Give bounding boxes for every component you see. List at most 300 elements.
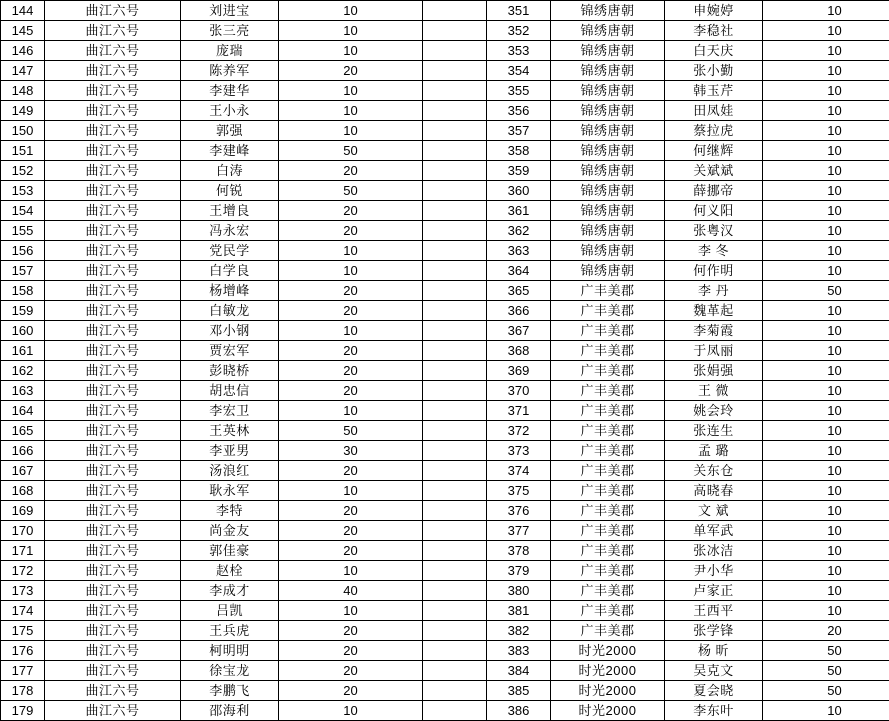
cell-blank-left xyxy=(423,661,487,681)
cell-community-left: 曲江六号 xyxy=(45,121,181,141)
cell-index-right: 370 xyxy=(487,381,551,401)
cell-blank-left xyxy=(423,121,487,141)
cell-amount-left: 40 xyxy=(279,581,423,601)
cell-person-left: 刘进宝 xyxy=(181,1,279,21)
cell-amount-right: 10 xyxy=(763,441,889,461)
cell-blank-left xyxy=(423,201,487,221)
table-row xyxy=(1,481,889,501)
cell-amount-left: 10 xyxy=(279,601,423,621)
cell-person-right: 关斌斌 xyxy=(665,161,763,181)
cell-amount-right: 10 xyxy=(763,81,889,101)
cell-amount-right: 10 xyxy=(763,561,889,581)
cell-amount-right: 10 xyxy=(763,601,889,621)
table-row xyxy=(1,201,889,221)
cell-person-right: 何作明 xyxy=(665,261,763,281)
cell-index-right: 381 xyxy=(487,601,551,621)
cell-community-left: 曲江六号 xyxy=(45,561,181,581)
cell-index-left: 152 xyxy=(1,161,45,181)
cell-person-right: 张学锋 xyxy=(665,621,763,641)
cell-index-left: 148 xyxy=(1,81,45,101)
cell-blank-left xyxy=(423,501,487,521)
cell-amount-right: 10 xyxy=(763,381,889,401)
cell-amount-left: 20 xyxy=(279,361,423,381)
cell-amount-left: 20 xyxy=(279,301,423,321)
cell-person-right: 夏会晓 xyxy=(665,681,763,701)
cell-person-left: 吕凯 xyxy=(181,601,279,621)
cell-community-left: 曲江六号 xyxy=(45,541,181,561)
cell-blank-left xyxy=(423,261,487,281)
cell-person-left: 李建峰 xyxy=(181,141,279,161)
cell-person-left: 赵栓 xyxy=(181,561,279,581)
cell-person-left: 杨增峰 xyxy=(181,281,279,301)
cell-community-left: 曲江六号 xyxy=(45,421,181,441)
cell-blank-left xyxy=(423,641,487,661)
table-row xyxy=(1,141,889,161)
cell-index-left: 156 xyxy=(1,241,45,261)
cell-blank-left xyxy=(423,601,487,621)
cell-community-left: 曲江六号 xyxy=(45,221,181,241)
cell-index-left: 175 xyxy=(1,621,45,641)
cell-person-left: 汤浪红 xyxy=(181,461,279,481)
cell-community-left: 曲江六号 xyxy=(45,141,181,161)
cell-community-left: 曲江六号 xyxy=(45,681,181,701)
cell-person-right: 李 冬 xyxy=(665,241,763,261)
cell-index-right: 362 xyxy=(487,221,551,241)
cell-community-left: 曲江六号 xyxy=(45,61,181,81)
cell-community-right: 广丰美郡 xyxy=(551,561,665,581)
cell-person-left: 王英林 xyxy=(181,421,279,441)
cell-person-right: 张小勤 xyxy=(665,61,763,81)
table-row xyxy=(1,41,889,61)
cell-index-left: 159 xyxy=(1,301,45,321)
cell-community-left: 曲江六号 xyxy=(45,701,181,721)
table-row xyxy=(1,121,889,141)
cell-amount-left: 10 xyxy=(279,101,423,121)
table-row xyxy=(1,561,889,581)
cell-amount-right: 10 xyxy=(763,141,889,161)
cell-amount-left: 50 xyxy=(279,421,423,441)
cell-blank-left xyxy=(423,421,487,441)
cell-person-right: 于凤丽 xyxy=(665,341,763,361)
cell-amount-right: 10 xyxy=(763,101,889,121)
cell-community-left: 曲江六号 xyxy=(45,21,181,41)
cell-community-right: 广丰美郡 xyxy=(551,341,665,361)
cell-index-right: 384 xyxy=(487,661,551,681)
cell-person-right: 张冰洁 xyxy=(665,541,763,561)
cell-community-right: 锦绣唐朝 xyxy=(551,121,665,141)
cell-blank-left xyxy=(423,21,487,41)
cell-index-right: 358 xyxy=(487,141,551,161)
cell-community-left: 曲江六号 xyxy=(45,521,181,541)
cell-blank-left xyxy=(423,561,487,581)
cell-blank-left xyxy=(423,621,487,641)
cell-index-right: 386 xyxy=(487,701,551,721)
cell-index-right: 383 xyxy=(487,641,551,661)
cell-index-left: 153 xyxy=(1,181,45,201)
cell-community-right: 锦绣唐朝 xyxy=(551,81,665,101)
cell-community-right: 时光2000 xyxy=(551,641,665,661)
cell-blank-left xyxy=(423,541,487,561)
cell-community-left: 曲江六号 xyxy=(45,481,181,501)
cell-community-right: 锦绣唐朝 xyxy=(551,61,665,81)
cell-index-right: 361 xyxy=(487,201,551,221)
cell-blank-left xyxy=(423,41,487,61)
cell-community-left: 曲江六号 xyxy=(45,441,181,461)
cell-community-left: 曲江六号 xyxy=(45,281,181,301)
cell-index-left: 168 xyxy=(1,481,45,501)
cell-amount-right: 50 xyxy=(763,661,889,681)
cell-person-right: 单军武 xyxy=(665,521,763,541)
cell-blank-left xyxy=(423,321,487,341)
cell-index-left: 170 xyxy=(1,521,45,541)
cell-person-right: 张连生 xyxy=(665,421,763,441)
cell-amount-left: 10 xyxy=(279,21,423,41)
cell-amount-right: 10 xyxy=(763,301,889,321)
cell-person-right: 魏革起 xyxy=(665,301,763,321)
cell-person-left: 王兵虎 xyxy=(181,621,279,641)
cell-blank-left xyxy=(423,681,487,701)
cell-person-left: 李鹏飞 xyxy=(181,681,279,701)
table-row xyxy=(1,241,889,261)
cell-amount-right: 10 xyxy=(763,361,889,381)
cell-index-left: 169 xyxy=(1,501,45,521)
cell-index-left: 178 xyxy=(1,681,45,701)
cell-person-right: 李稳社 xyxy=(665,21,763,41)
cell-community-right: 锦绣唐朝 xyxy=(551,41,665,61)
cell-amount-right: 10 xyxy=(763,541,889,561)
cell-index-left: 163 xyxy=(1,381,45,401)
cell-person-left: 尚金友 xyxy=(181,521,279,541)
cell-amount-right: 10 xyxy=(763,321,889,341)
cell-amount-left: 10 xyxy=(279,1,423,21)
cell-index-left: 177 xyxy=(1,661,45,681)
cell-index-left: 166 xyxy=(1,441,45,461)
cell-index-left: 174 xyxy=(1,601,45,621)
cell-amount-left: 50 xyxy=(279,141,423,161)
cell-blank-left xyxy=(423,281,487,301)
cell-amount-left: 20 xyxy=(279,381,423,401)
cell-amount-left: 20 xyxy=(279,281,423,301)
cell-amount-right: 10 xyxy=(763,521,889,541)
cell-community-right: 广丰美郡 xyxy=(551,521,665,541)
cell-community-left: 曲江六号 xyxy=(45,341,181,361)
cell-amount-right: 10 xyxy=(763,261,889,281)
cell-amount-left: 10 xyxy=(279,481,423,501)
cell-index-left: 157 xyxy=(1,261,45,281)
table-row xyxy=(1,1,889,21)
cell-person-right: 尹小华 xyxy=(665,561,763,581)
cell-community-right: 广丰美郡 xyxy=(551,501,665,521)
cell-community-left: 曲江六号 xyxy=(45,581,181,601)
table-row xyxy=(1,301,889,321)
cell-amount-left: 50 xyxy=(279,181,423,201)
cell-community-left: 曲江六号 xyxy=(45,41,181,61)
cell-person-right: 孟 璐 xyxy=(665,441,763,461)
cell-community-right: 广丰美郡 xyxy=(551,481,665,501)
cell-index-right: 352 xyxy=(487,21,551,41)
cell-person-left: 白学良 xyxy=(181,261,279,281)
cell-amount-left: 20 xyxy=(279,661,423,681)
cell-person-left: 贾宏军 xyxy=(181,341,279,361)
cell-blank-left xyxy=(423,381,487,401)
cell-index-left: 155 xyxy=(1,221,45,241)
cell-community-left: 曲江六号 xyxy=(45,661,181,681)
table-row xyxy=(1,221,889,241)
cell-community-right: 广丰美郡 xyxy=(551,601,665,621)
cell-index-left: 150 xyxy=(1,121,45,141)
cell-community-left: 曲江六号 xyxy=(45,201,181,221)
cell-amount-right: 10 xyxy=(763,501,889,521)
cell-community-right: 锦绣唐朝 xyxy=(551,101,665,121)
cell-index-right: 354 xyxy=(487,61,551,81)
cell-index-left: 167 xyxy=(1,461,45,481)
table-row xyxy=(1,621,889,641)
cell-amount-left: 10 xyxy=(279,81,423,101)
cell-community-right: 广丰美郡 xyxy=(551,461,665,481)
cell-community-right: 锦绣唐朝 xyxy=(551,161,665,181)
cell-amount-left: 10 xyxy=(279,401,423,421)
cell-community-left: 曲江六号 xyxy=(45,601,181,621)
cell-community-right: 广丰美郡 xyxy=(551,581,665,601)
cell-amount-right: 10 xyxy=(763,341,889,361)
cell-index-left: 144 xyxy=(1,1,45,21)
cell-person-right: 薛挪帝 xyxy=(665,181,763,201)
cell-amount-right: 10 xyxy=(763,701,889,721)
table-row xyxy=(1,381,889,401)
cell-amount-right: 10 xyxy=(763,421,889,441)
cell-blank-left xyxy=(423,341,487,361)
cell-index-right: 378 xyxy=(487,541,551,561)
cell-person-left: 李宏卫 xyxy=(181,401,279,421)
cell-amount-right: 10 xyxy=(763,461,889,481)
cell-index-left: 165 xyxy=(1,421,45,441)
cell-index-right: 366 xyxy=(487,301,551,321)
cell-amount-right: 10 xyxy=(763,201,889,221)
cell-community-left: 曲江六号 xyxy=(45,1,181,21)
cell-amount-left: 20 xyxy=(279,621,423,641)
cell-person-right: 姚会玲 xyxy=(665,401,763,421)
cell-community-right: 锦绣唐朝 xyxy=(551,1,665,21)
cell-index-right: 385 xyxy=(487,681,551,701)
cell-index-right: 380 xyxy=(487,581,551,601)
cell-amount-right: 10 xyxy=(763,481,889,501)
table-row xyxy=(1,281,889,301)
cell-community-right: 广丰美郡 xyxy=(551,301,665,321)
cell-index-left: 162 xyxy=(1,361,45,381)
table-row xyxy=(1,341,889,361)
cell-community-left: 曲江六号 xyxy=(45,101,181,121)
cell-community-left: 曲江六号 xyxy=(45,401,181,421)
cell-blank-left xyxy=(423,101,487,121)
cell-blank-left xyxy=(423,221,487,241)
cell-person-left: 彭晓桥 xyxy=(181,361,279,381)
cell-index-left: 145 xyxy=(1,21,45,41)
cell-amount-left: 20 xyxy=(279,501,423,521)
cell-person-left: 郭佳豪 xyxy=(181,541,279,561)
cell-blank-left xyxy=(423,361,487,381)
cell-index-right: 373 xyxy=(487,441,551,461)
cell-amount-right: 10 xyxy=(763,401,889,421)
cell-amount-left: 10 xyxy=(279,561,423,581)
cell-amount-right: 10 xyxy=(763,581,889,601)
cell-amount-right: 10 xyxy=(763,1,889,21)
cell-person-right: 李菊霞 xyxy=(665,321,763,341)
cell-blank-left xyxy=(423,521,487,541)
cell-index-right: 371 xyxy=(487,401,551,421)
table-row xyxy=(1,61,889,81)
table-row xyxy=(1,361,889,381)
cell-blank-left xyxy=(423,61,487,81)
cell-person-right: 吴克文 xyxy=(665,661,763,681)
table-row xyxy=(1,641,889,661)
cell-index-left: 176 xyxy=(1,641,45,661)
table-row xyxy=(1,161,889,181)
cell-index-right: 360 xyxy=(487,181,551,201)
cell-amount-right: 10 xyxy=(763,121,889,141)
cell-index-right: 369 xyxy=(487,361,551,381)
cell-amount-right: 50 xyxy=(763,281,889,301)
table-row xyxy=(1,421,889,441)
cell-index-left: 147 xyxy=(1,61,45,81)
cell-person-left: 白敏龙 xyxy=(181,301,279,321)
cell-community-right: 锦绣唐朝 xyxy=(551,181,665,201)
cell-person-right: 关东仓 xyxy=(665,461,763,481)
cell-amount-left: 20 xyxy=(279,61,423,81)
cell-community-right: 锦绣唐朝 xyxy=(551,201,665,221)
cell-amount-left: 10 xyxy=(279,701,423,721)
cell-person-right: 张粤汉 xyxy=(665,221,763,241)
cell-index-right: 367 xyxy=(487,321,551,341)
cell-amount-left: 20 xyxy=(279,201,423,221)
cell-amount-left: 20 xyxy=(279,221,423,241)
cell-index-right: 379 xyxy=(487,561,551,581)
cell-person-right: 张娟强 xyxy=(665,361,763,381)
cell-index-left: 179 xyxy=(1,701,45,721)
cell-person-left: 邓小钢 xyxy=(181,321,279,341)
cell-community-right: 锦绣唐朝 xyxy=(551,141,665,161)
cell-person-left: 庞瑞 xyxy=(181,41,279,61)
cell-community-right: 时光2000 xyxy=(551,681,665,701)
cell-blank-left xyxy=(423,701,487,721)
cell-index-left: 154 xyxy=(1,201,45,221)
cell-person-left: 党民学 xyxy=(181,241,279,261)
cell-amount-left: 10 xyxy=(279,41,423,61)
cell-community-left: 曲江六号 xyxy=(45,621,181,641)
cell-amount-left: 20 xyxy=(279,681,423,701)
cell-index-right: 372 xyxy=(487,421,551,441)
cell-community-left: 曲江六号 xyxy=(45,161,181,181)
cell-person-right: 李东叶 xyxy=(665,701,763,721)
cell-amount-right: 20 xyxy=(763,621,889,641)
cell-community-left: 曲江六号 xyxy=(45,261,181,281)
cell-community-left: 曲江六号 xyxy=(45,641,181,661)
cell-blank-left xyxy=(423,161,487,181)
cell-community-left: 曲江六号 xyxy=(45,181,181,201)
cell-amount-right: 50 xyxy=(763,641,889,661)
cell-amount-right: 10 xyxy=(763,181,889,201)
cell-blank-left xyxy=(423,241,487,261)
cell-community-left: 曲江六号 xyxy=(45,241,181,261)
cell-person-left: 李特 xyxy=(181,501,279,521)
cell-person-left: 徐宝龙 xyxy=(181,661,279,681)
cell-person-right: 韩玉芹 xyxy=(665,81,763,101)
cell-community-left: 曲江六号 xyxy=(45,501,181,521)
cell-community-right: 广丰美郡 xyxy=(551,361,665,381)
cell-community-left: 曲江六号 xyxy=(45,361,181,381)
cell-index-right: 375 xyxy=(487,481,551,501)
cell-person-left: 李建华 xyxy=(181,81,279,101)
cell-blank-left xyxy=(423,81,487,101)
table-row xyxy=(1,21,889,41)
cell-index-right: 359 xyxy=(487,161,551,181)
cell-person-left: 张三亮 xyxy=(181,21,279,41)
cell-blank-left xyxy=(423,301,487,321)
cell-amount-right: 10 xyxy=(763,21,889,41)
cell-person-right: 申婉婷 xyxy=(665,1,763,21)
cell-person-right: 王 微 xyxy=(665,381,763,401)
cell-person-right: 卢家正 xyxy=(665,581,763,601)
cell-blank-left xyxy=(423,461,487,481)
cell-amount-left: 20 xyxy=(279,541,423,561)
cell-index-left: 172 xyxy=(1,561,45,581)
table-row xyxy=(1,261,889,281)
cell-amount-right: 10 xyxy=(763,161,889,181)
table-row xyxy=(1,701,889,721)
cell-community-left: 曲江六号 xyxy=(45,81,181,101)
table-row xyxy=(1,541,889,561)
cell-community-left: 曲江六号 xyxy=(45,321,181,341)
cell-community-right: 时光2000 xyxy=(551,661,665,681)
cell-person-left: 柯明明 xyxy=(181,641,279,661)
cell-amount-left: 20 xyxy=(279,521,423,541)
cell-person-right: 高晓春 xyxy=(665,481,763,501)
cell-amount-right: 10 xyxy=(763,241,889,261)
cell-index-right: 363 xyxy=(487,241,551,261)
cell-person-right: 何义阳 xyxy=(665,201,763,221)
cell-amount-left: 20 xyxy=(279,341,423,361)
cell-index-left: 161 xyxy=(1,341,45,361)
cell-person-left: 邵海利 xyxy=(181,701,279,721)
cell-amount-left: 30 xyxy=(279,441,423,461)
cell-person-left: 王增良 xyxy=(181,201,279,221)
cell-index-left: 158 xyxy=(1,281,45,301)
cell-community-right: 广丰美郡 xyxy=(551,421,665,441)
cell-community-right: 广丰美郡 xyxy=(551,321,665,341)
cell-amount-right: 10 xyxy=(763,41,889,61)
cell-person-right: 李 丹 xyxy=(665,281,763,301)
table-row xyxy=(1,681,889,701)
cell-person-right: 白天庆 xyxy=(665,41,763,61)
cell-index-right: 368 xyxy=(487,341,551,361)
cell-index-left: 149 xyxy=(1,101,45,121)
cell-index-left: 146 xyxy=(1,41,45,61)
cell-community-right: 广丰美郡 xyxy=(551,281,665,301)
cell-index-left: 160 xyxy=(1,321,45,341)
cell-person-left: 李亚男 xyxy=(181,441,279,461)
cell-index-right: 353 xyxy=(487,41,551,61)
table-body xyxy=(1,1,889,721)
cell-amount-left: 20 xyxy=(279,161,423,181)
cell-community-right: 时光2000 xyxy=(551,701,665,721)
cell-community-left: 曲江六号 xyxy=(45,381,181,401)
cell-index-left: 164 xyxy=(1,401,45,421)
cell-community-right: 广丰美郡 xyxy=(551,401,665,421)
cell-blank-left xyxy=(423,1,487,21)
cell-community-right: 广丰美郡 xyxy=(551,541,665,561)
table-row xyxy=(1,181,889,201)
cell-person-right: 文 斌 xyxy=(665,501,763,521)
cell-index-right: 365 xyxy=(487,281,551,301)
